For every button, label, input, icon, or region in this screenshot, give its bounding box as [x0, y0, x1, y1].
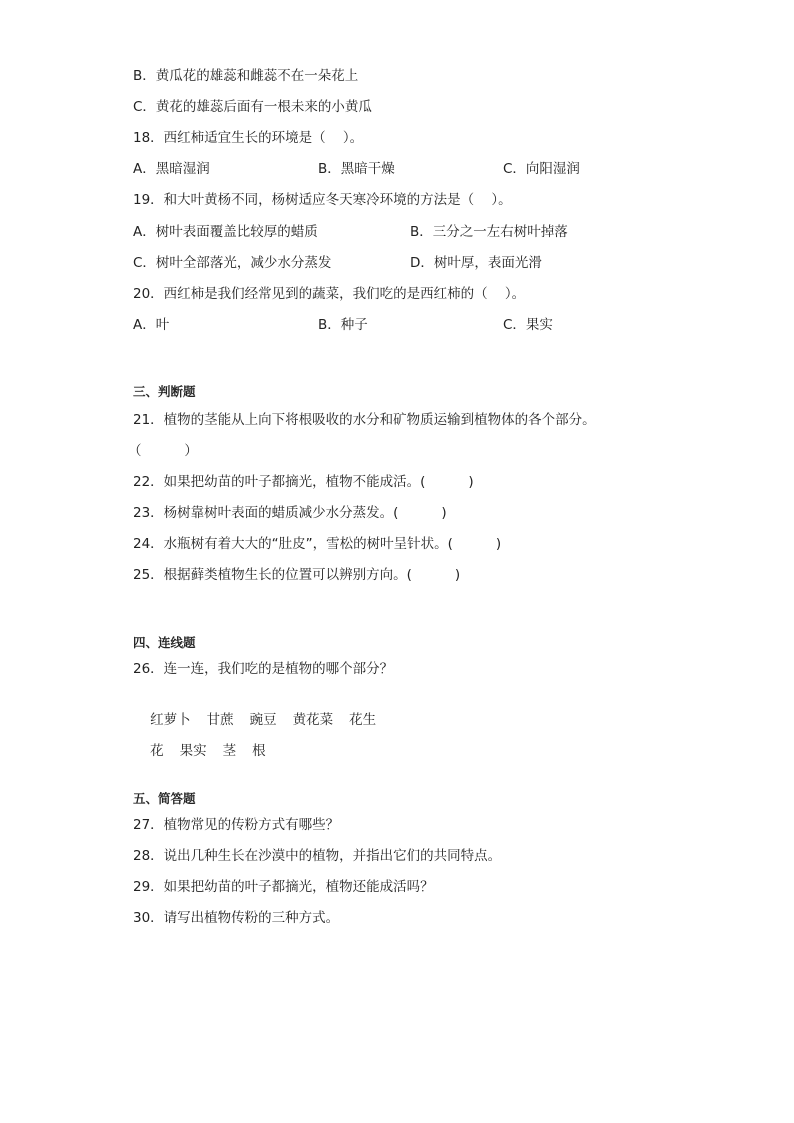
q19-option-d: D．树叶厚，表面光滑 [410, 255, 542, 271]
q17-option-c: C．黄花的雄蕊后面有一根未来的小黄瓜 [133, 99, 372, 115]
plant-part-word: 根 [252, 743, 266, 759]
q26: 26．连一连，我们吃的是植物的哪个部分？ [133, 661, 394, 677]
q20-option-a: A．叶 [133, 317, 170, 333]
q21-answer-paren: （ ） [128, 443, 198, 459]
q18-stem: 18．西红柿适宜生长的环境是（ ）。 [133, 130, 364, 146]
q22: 22．如果把幼苗的叶子都摘光，植物不能成活。( ) [133, 474, 474, 490]
food-word-row [133, 690, 392, 728]
section5-title: 五、简答题 [133, 791, 196, 806]
q18-option-c: C．向阳湿润 [503, 161, 580, 177]
food-word: 花生 [349, 712, 377, 728]
q19-option-a: A．树叶表面覆盖比较厚的蜡质 [133, 224, 318, 240]
q24: 24．水瓶树有着大大的“肚皮”，雪松的树叶呈针状。( ) [133, 536, 502, 552]
plant-part-word: 茎 [222, 743, 237, 759]
food-word: 甘蔗 [206, 712, 234, 728]
q19-option-b: B．三分之一左右树叶掉落 [410, 224, 568, 240]
food-word: 黄花菜 [292, 712, 334, 728]
plant-part-row [133, 721, 282, 759]
section3-title: 三、判断题 [133, 384, 196, 399]
q28: 28．说出几种生长在沙漠中的植物，并指出它们的共同特点。 [133, 848, 502, 864]
q20-stem: 20．西红柿是我们经常见到的蔬菜，我们吃的是西红柿的（ ）。 [133, 286, 526, 302]
q19-option-c: C．树叶全部落光，减少水分蒸发 [133, 255, 332, 271]
q18-option-a: A．黑暗湿润 [133, 161, 210, 177]
q27: 27．植物常见的传粉方式有哪些？ [133, 817, 340, 833]
q21: 21．植物的茎能从上向下将根吸收的水分和矿物质运输到植物体的各个部分。 [133, 412, 596, 428]
plant-part-word: 花 [150, 743, 164, 759]
q19-stem: 19．和大叶黄杨不同，杨树适应冬天寒冷环境的方法是（ ）。 [133, 192, 512, 208]
q23: 23．杨树靠树叶表面的蜡质减少水分蒸发。( ) [133, 505, 447, 521]
section4-title: 四、连线题 [133, 635, 196, 650]
q29: 29．如果把幼苗的叶子都摘光，植物还能成活吗？ [133, 879, 434, 895]
q18-option-b: B．黑暗干燥 [318, 161, 395, 177]
food-word: 豌豆 [249, 712, 277, 728]
q25: 25．根据藓类植物生长的位置可以辨别方向。( ) [133, 567, 461, 583]
q20-option-c: C．果实 [503, 317, 553, 333]
food-word: 红萝卜 [150, 712, 191, 728]
plant-part-word: 果实 [179, 743, 207, 759]
q17-option-b: B．黄瓜花的雄蕊和雌蕊不在一朵花上 [133, 68, 359, 84]
q30: 30．请写出植物传粉的三种方式。 [133, 910, 340, 926]
q20-option-b: B．种子 [318, 317, 368, 333]
